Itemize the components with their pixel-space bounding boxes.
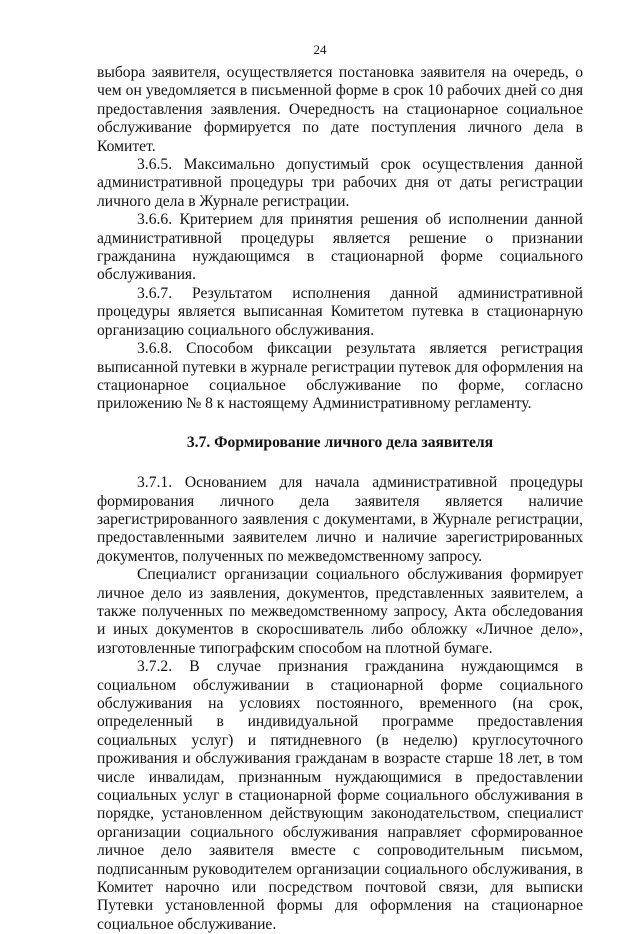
paragraph-3-6-7: 3.6.7. Результатом исполнения данной административной процедуры является выписанная Комитетом путевка в стационарную организацию социального обслуживания.: [97, 284, 583, 339]
document-body: [97, 64, 583, 934]
page-number: 24: [313, 42, 327, 57]
paragraph-continuation: выбора заявителя, осуществляется постановка заявителя на очередь, о чем он уведомляется в письменной форме в срок 10 рабочих дней со дня предоставления заявления. Очередность на стационарное социальное обслуживание формируется по дате поступления личного дела в Комитет.: [97, 64, 583, 155]
paragraph-3-6-5: 3.6.5. Максимально допустимый срок осуществления данной административной процедуры три рабочих дня от даты регистрации личного дела в Журнале регистрации.: [97, 156, 583, 210]
section-heading-3-7: 3.7. Формирование личного дела заявителя: [186, 433, 494, 451]
paragraph-3-7-2: 3.7.2. В случае признания гражданина нуждающимся в социальном обслуживании в стационарной форме социального обслуживания на условиях постоянного, временного (на срок, определенный в индивидуальной программе предоставления социальных услуг) и пятидневного (в неделю) круглосуточного проживания и обслуживания гражданам в возрасте старше 18 лет, в том числе инвалидам, признанным нуждающимися в предоставлении социальных услуг в стационарной форме социального обслуживания в порядке, установленном действующим законодательством, специалист организации социального обслуживания направляет сформированное личное дело заявителя вместе с сопроводительным письмом, подписанным руководителем организации социального обслуживания, в Комитет нарочно или посредством почтовой связи, для выписки Путевки установленной формы для оформления на стационарное социальное обслуживание.: [97, 658, 583, 933]
paragraph-3-6-8: 3.6.8. Способом фиксации результата является регистрация выписанной путевки в журнале регистрации путевок для оформления на стационарное социальное обслуживание по форме, согласно приложению № 8 к настоящему Административному регламенту.: [97, 340, 583, 413]
paragraph-3-6-6: 3.6.6. Критерием для принятия решения об исполнении данной административной процедуры является решение о признании гражданина нуждающимся в стационарной форме социального обслуживания.: [97, 211, 583, 284]
paragraph-specialist: Специалист организации социального обслуживания формирует личное дело из заявления, документов, представленных заявителем, а также полученных по межведомственному запросу, Акта обследования и иных документов в скоросшиватель либо обложку «Личное дело», изготовленные типографским способом на плотной бумаге.: [97, 566, 583, 657]
paragraph-3-7-1: 3.7.1. Основанием для начала административной процедуры формирования личного дела заявителя является наличие зарегистрированного заявления с документами, в Журнале регистрации, предоставленными заявителем лично и наличие зарегистрированных документов, полученных по межведомственному запросу.: [97, 474, 583, 565]
